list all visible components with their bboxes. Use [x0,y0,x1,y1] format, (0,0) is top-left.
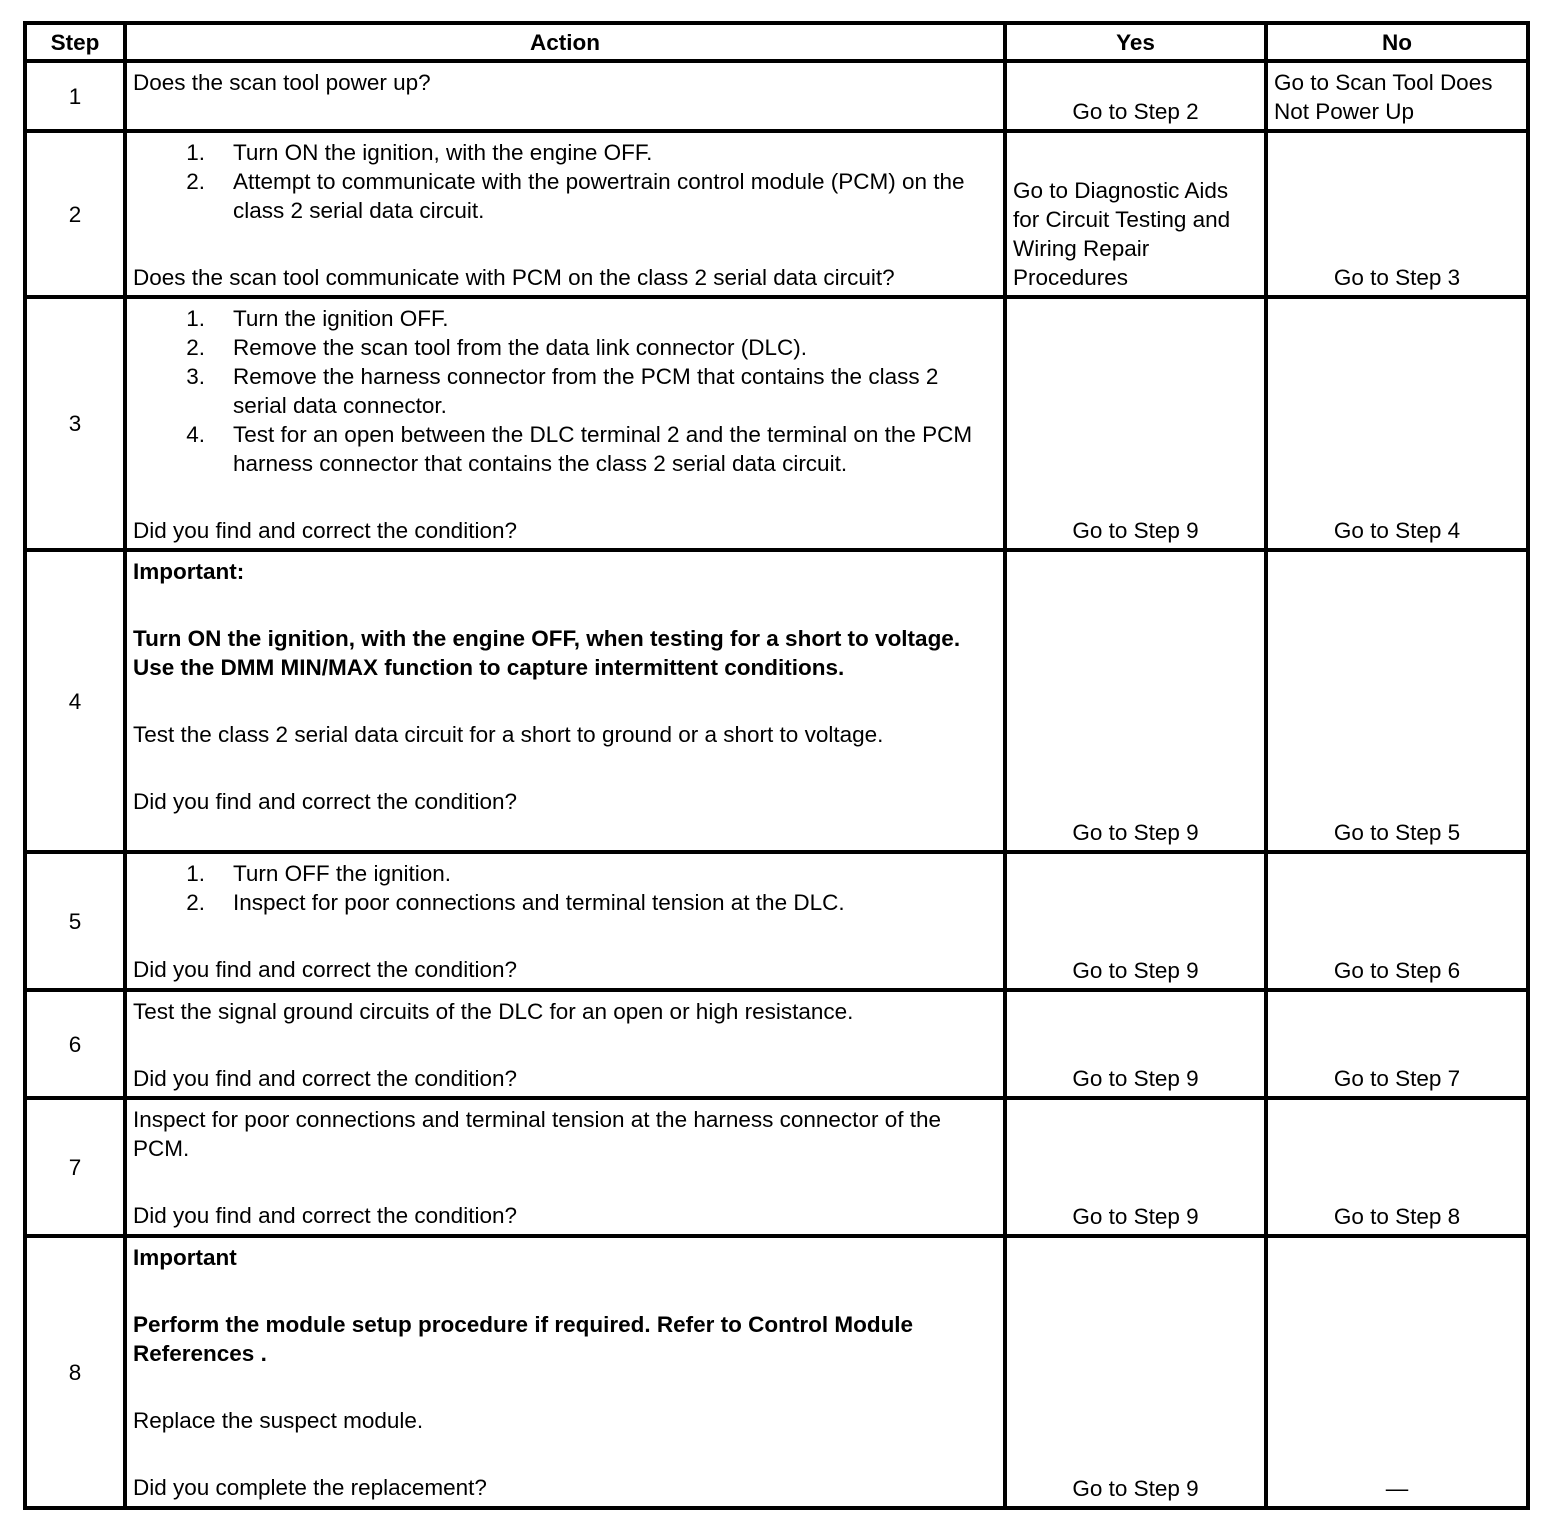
diagnostic-table [23,21,1530,1510]
step-number: 6 [25,990,125,1098]
list-number: 2. [186,169,205,194]
list-item [133,859,997,888]
no-cell: Go to Scan Tool Does Not Power Up [1266,61,1528,131]
no-cell: Go to Step 8 [1266,1098,1528,1236]
table-row [25,990,1528,1098]
no-cell: Go to Step 5 [1266,550,1528,852]
list-item [133,304,997,333]
question-text: Did you find and correct the condition? [133,518,517,543]
step-number: 3 [25,297,125,550]
header-row [25,23,1528,61]
list-text: Test for an open between the DLC terminal 2 and the terminal on the PCM harness connector that contains the class 2 serial data circuit. [233,422,973,476]
list-text: Attempt to communicate with the powertrain control module (PCM) on the class 2 serial data circuit. [233,169,965,223]
no-cell: Go to Step 7 [1266,990,1528,1098]
table-row [25,852,1528,990]
no-cell: Go to Step 6 [1266,852,1528,990]
list-number: 1. [186,861,205,886]
list-item [133,167,997,225]
question-text: Did you find and correct the condition? [133,1203,517,1228]
table-row [25,1098,1528,1236]
instruction-text: Inspect for poor connections and terminal tension at the harness connector of the PCM. [133,1107,941,1161]
action-cell [125,990,1005,1098]
list-number: 1. [186,140,205,165]
question-text: Does the scan tool power up? [133,70,431,95]
question-text: Did you complete the replacement? [133,1475,487,1500]
question-text: Did you find and correct the condition? [133,789,517,814]
list-text: Remove the scan tool from the data link connector (DLC). [233,335,808,360]
header-step: Step [25,23,125,61]
list-text: Turn the ignition OFF. [233,306,449,331]
yes-cell: Go to Step 9 [1005,990,1266,1098]
instruction-text: Replace the suspect module. [133,1408,424,1433]
step-number: 2 [25,131,125,297]
list-text: Turn ON the ignition, with the engine OFF. [233,140,653,165]
step-number: 8 [25,1236,125,1508]
action-list [133,304,997,478]
list-item [133,138,997,167]
important-text: Perform the module setup procedure if required. Refer to Control Module References . [133,1312,914,1366]
question-text: Did you find and correct the condition? [133,957,517,982]
no-cell: Go to Step 3 [1266,131,1528,297]
list-item [133,420,997,478]
step-number: 5 [25,852,125,990]
action-cell [125,550,1005,852]
yes-cell: Go to Step 2 [1005,61,1266,131]
list-number: 3. [186,364,205,389]
action-cell [125,61,1005,131]
action-cell [125,297,1005,550]
question-text: Did you find and correct the condition? [133,1066,517,1091]
list-number: 2. [186,335,205,360]
step-number: 1 [25,61,125,131]
header-no: No [1266,23,1528,61]
header-action: Action [125,23,1005,61]
yes-cell: Go to Step 9 [1005,1098,1266,1236]
important-label: Important [133,1245,237,1270]
action-list [133,859,997,917]
diagnostic-table-container [23,21,1530,1510]
instruction-text: Test the signal ground circuits of the DLC for an open or high resistance. [133,999,854,1024]
list-text: Remove the harness connector from the PCM that contains the class 2 serial data connector. [233,364,939,418]
yes-cell: Go to Step 9 [1005,1236,1266,1508]
list-item [133,362,997,420]
step-number: 7 [25,1098,125,1236]
yes-cell: Go to Diagnostic Aids for Circuit Testing and Wiring Repair Procedures [1005,131,1266,297]
yes-cell: Go to Step 9 [1005,297,1266,550]
yes-cell: Go to Step 9 [1005,852,1266,990]
instruction-text: Test the class 2 serial data circuit for a short to ground or a short to voltage. [133,722,884,747]
important-text: Turn ON the ignition, with the engine OFF, when testing for a short to voltage. Use the DMM MIN/MAX function to capture intermittent conditions. [133,626,961,680]
yes-cell: Go to Step 9 [1005,550,1266,852]
table-row [25,550,1528,852]
action-cell [125,1236,1005,1508]
list-text: Inspect for poor connections and terminal tension at the DLC. [233,890,845,915]
important-label: Important: [133,559,245,584]
header-yes: Yes [1005,23,1266,61]
question-text: Does the scan tool communicate with PCM on the class 2 serial data circuit? [133,265,895,290]
table-row [25,1236,1528,1508]
no-cell: Go to Step 4 [1266,297,1528,550]
table-row [25,131,1528,297]
no-cell: — [1266,1236,1528,1508]
list-number: 2. [186,890,205,915]
list-number: 4. [186,422,205,447]
list-number: 1. [186,306,205,331]
list-item [133,888,997,917]
action-cell [125,131,1005,297]
list-text: Turn OFF the ignition. [233,861,452,886]
table-row [25,61,1528,131]
action-cell [125,1098,1005,1236]
table-row [25,297,1528,550]
list-item [133,333,997,362]
action-list [133,138,997,225]
action-cell [125,852,1005,990]
step-number: 4 [25,550,125,852]
